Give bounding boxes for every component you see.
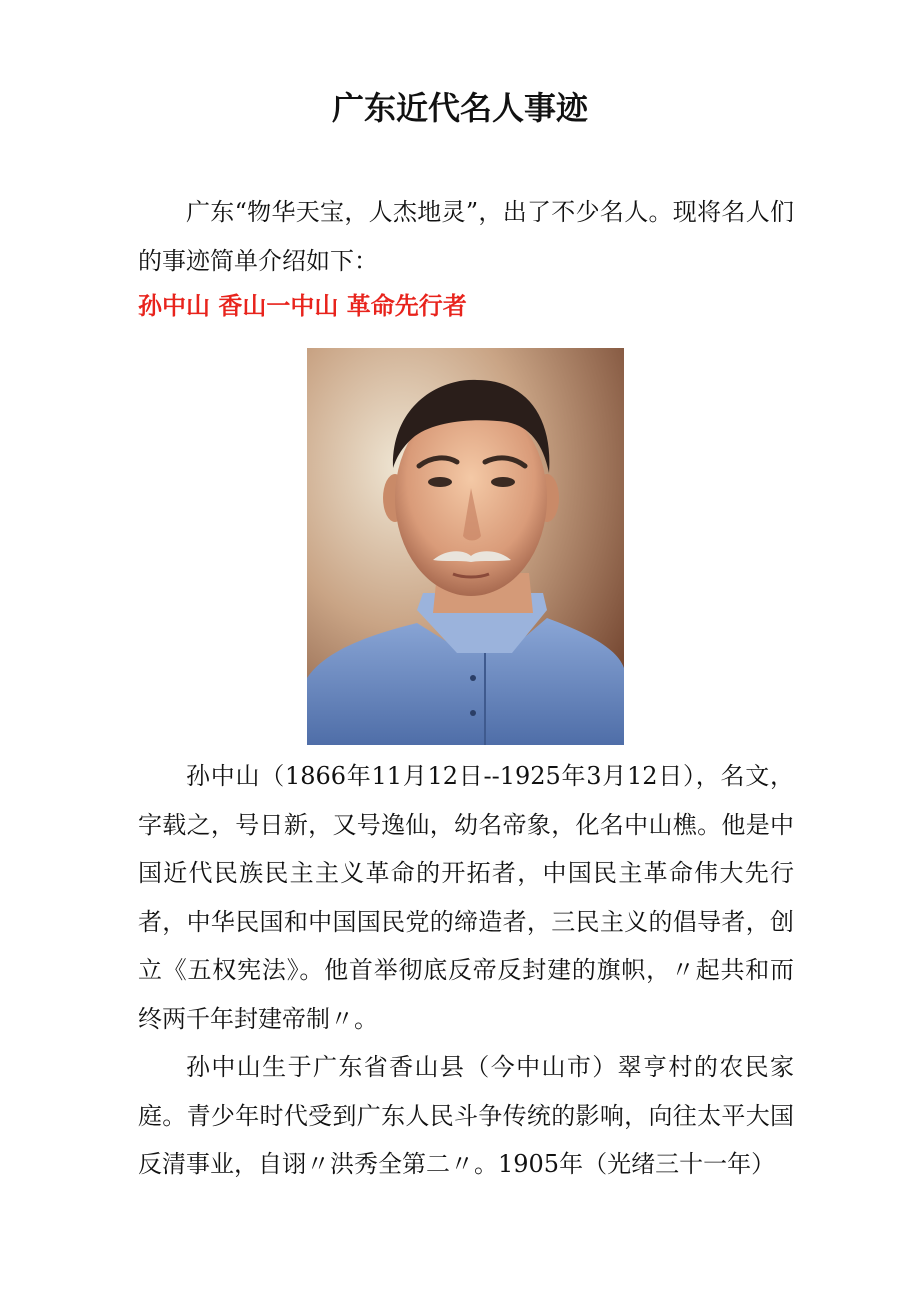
portrait-image (307, 348, 624, 745)
document-title: 广东近代名人事迹 (331, 89, 588, 127)
section-heading: 孙中山 香山一中山 革命先行者 (138, 292, 467, 320)
paragraph-early-life: 孙中山生于广东省香山县（今中山市）翠亨村的农民家庭。青少年时代受到广东人民斗争传统的影响，向往太平大国反清事业，自诩〃洪秀全第二〃。1905年（光绪三十一年） (138, 1053, 794, 1178)
intro-paragraph: 广东“物华天宝，人杰地灵”，出了不少名人。现将名人们的事迹简单介绍如下： (138, 198, 794, 275)
paragraph-biography: 孙中山（1866年11月12日--1925年3月12日），名文，字载之，号日新，又号逸仙，幼名帝象，化名中山樵。他是中国近代民族民主主义革命的开拓者，中国民主革命伟大先行者，中华民国和中国国民党的缔造者，三民主义的倡导者，创立《五权宪法》。他首举彻底反帝反封建的旗帜，〃起共和而终两千年封建帝制〃。 (138, 762, 794, 1033)
